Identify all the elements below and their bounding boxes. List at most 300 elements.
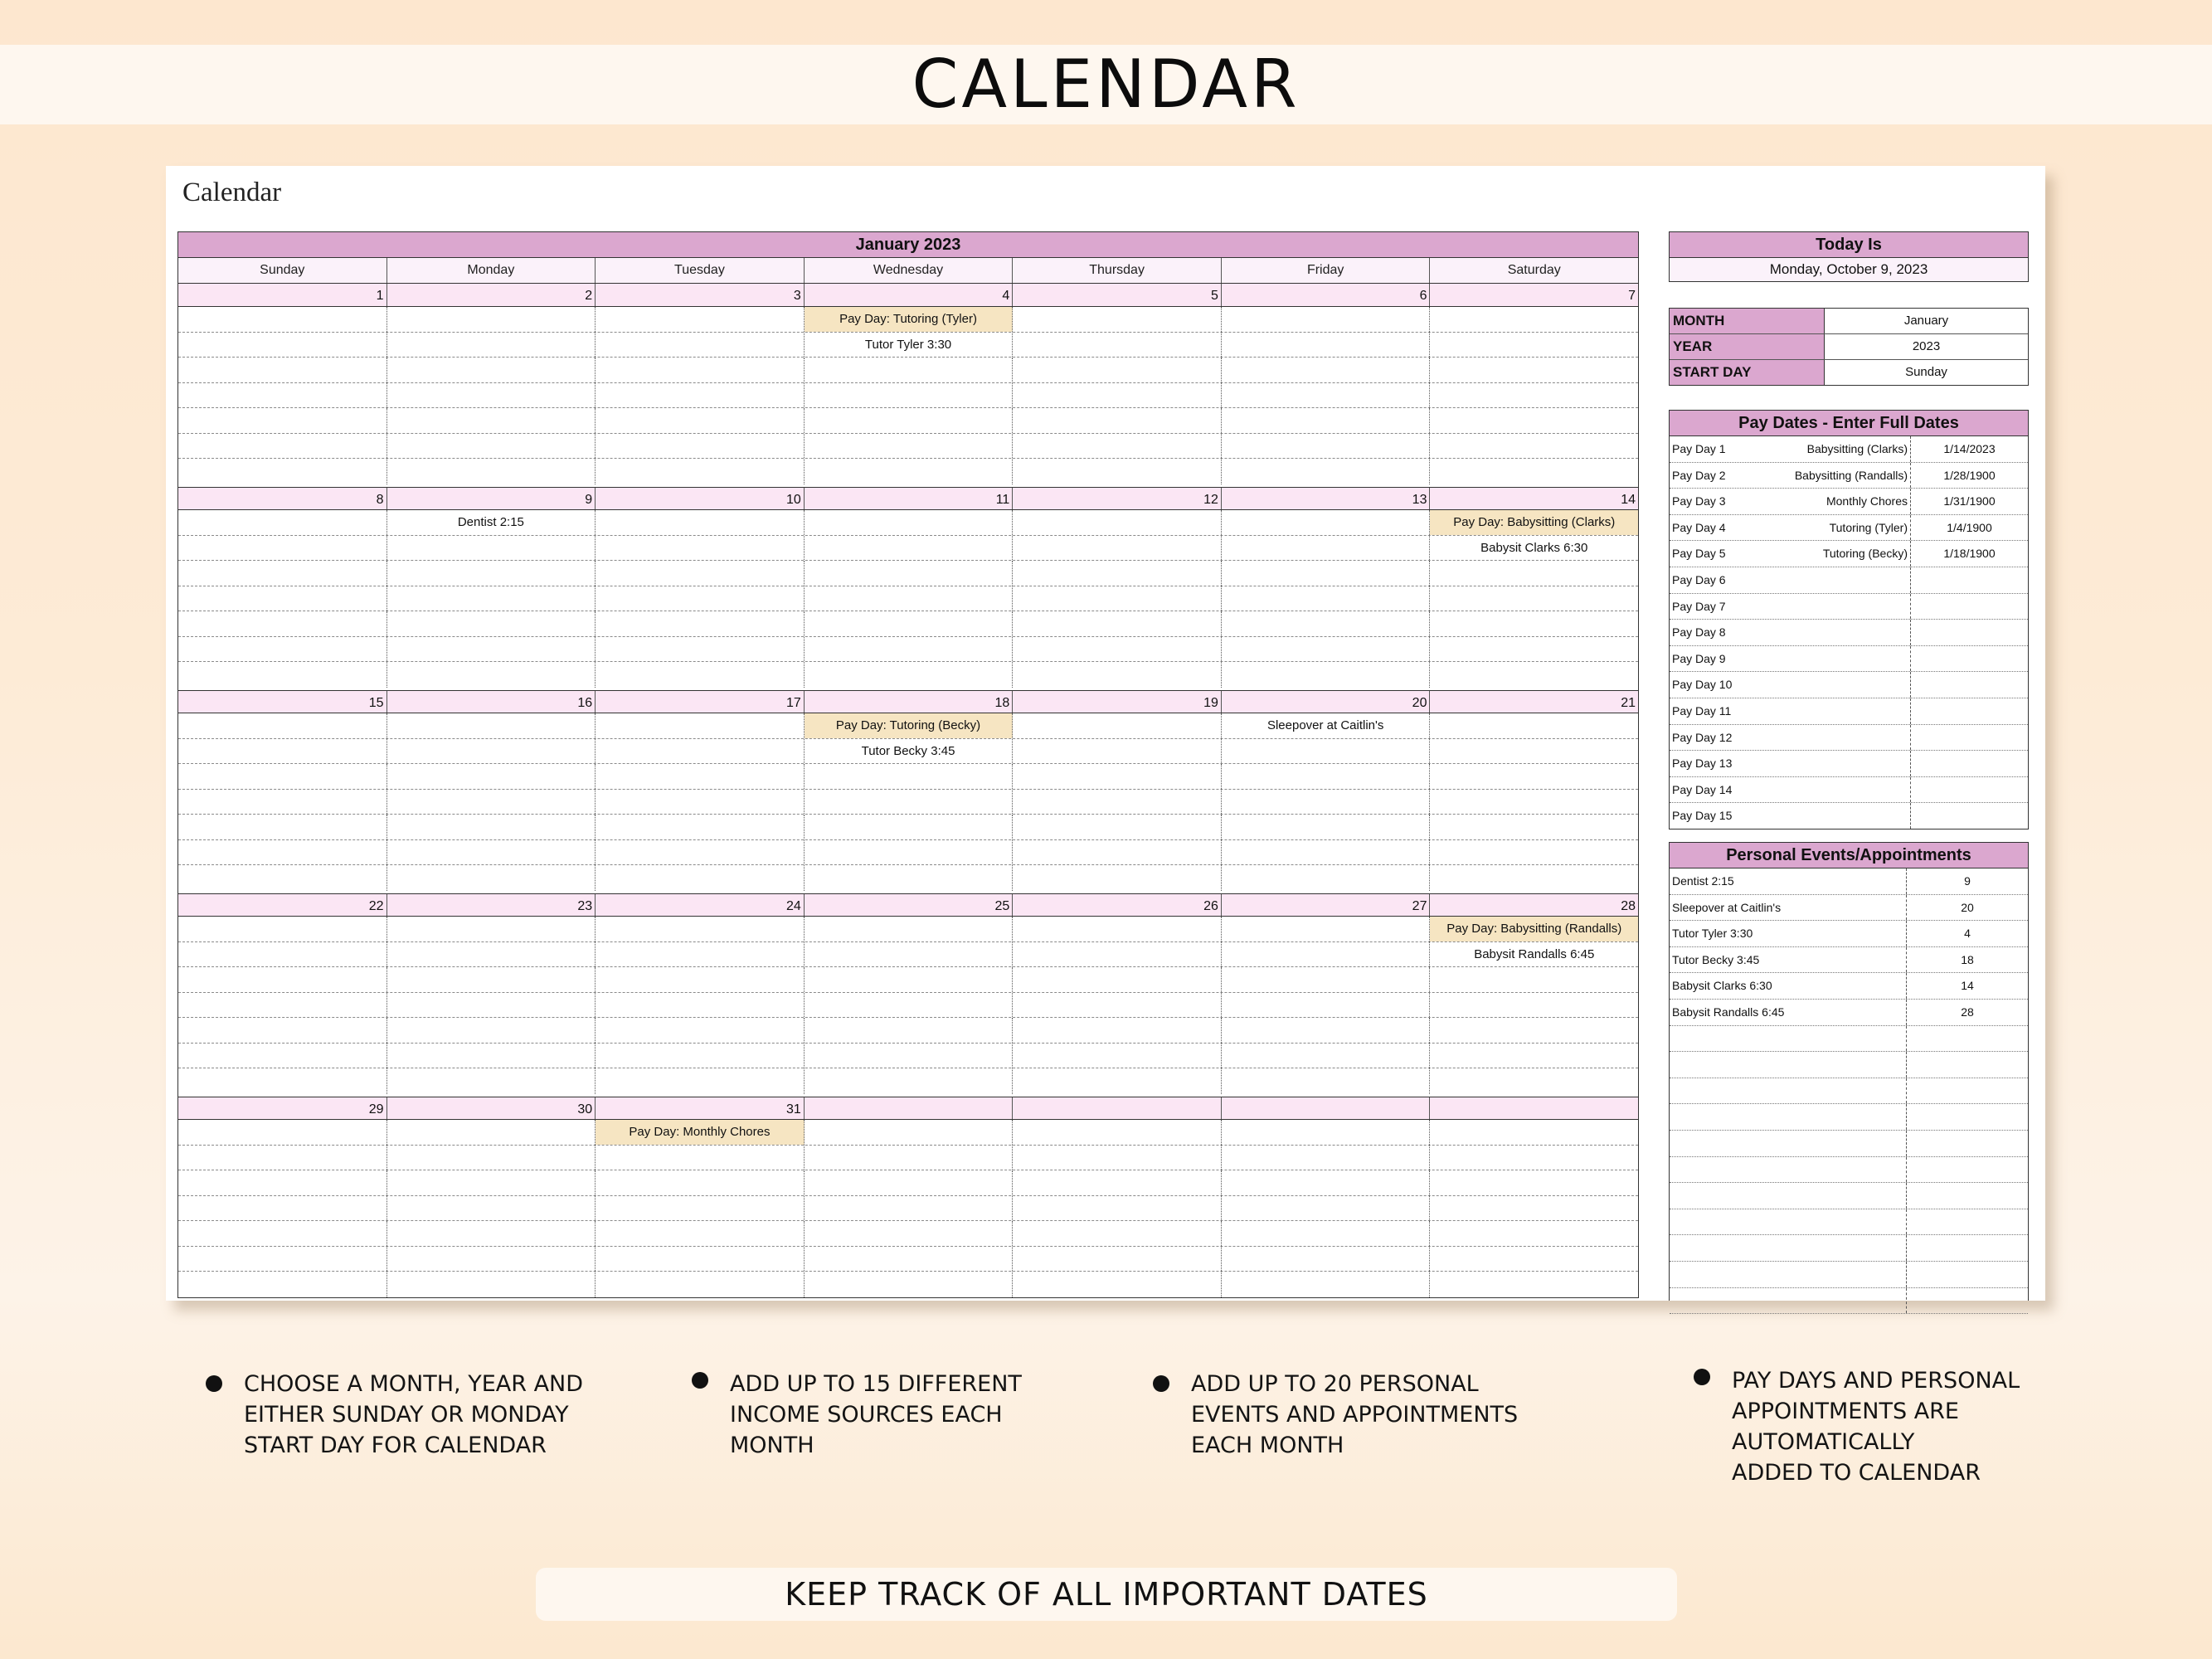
pay-day-date[interactable]: 1/28/1900 xyxy=(1943,468,1996,482)
event-cell[interactable] xyxy=(1013,510,1222,535)
event-cell[interactable] xyxy=(805,1272,1014,1297)
event-cell[interactable]: Pay Day: Babysitting (Randalls) xyxy=(1430,917,1638,941)
event-cell[interactable] xyxy=(1222,764,1431,789)
event-cell[interactable] xyxy=(1222,637,1431,662)
event-cell[interactable] xyxy=(1013,383,1222,408)
event-cell[interactable] xyxy=(1222,611,1431,636)
event-cell[interactable] xyxy=(1013,1272,1222,1297)
event-cell[interactable] xyxy=(387,993,596,1018)
personal-event-name[interactable]: Dentist 2:15 xyxy=(1670,868,1907,894)
event-cell[interactable] xyxy=(1013,611,1222,636)
personal-event-name[interactable]: Sleepover at Caitlin's xyxy=(1670,895,1907,921)
event-cell[interactable] xyxy=(596,917,805,941)
event-cell[interactable] xyxy=(387,840,596,865)
event-cell[interactable] xyxy=(178,637,387,662)
event-cell[interactable] xyxy=(1222,1221,1431,1246)
event-cell[interactable] xyxy=(387,1247,596,1272)
event-cell[interactable] xyxy=(1430,1272,1638,1297)
pay-day-source[interactable] xyxy=(1722,777,1911,803)
event-cell[interactable] xyxy=(1430,1221,1638,1246)
event-cell[interactable] xyxy=(387,942,596,967)
event-cell[interactable] xyxy=(1222,536,1431,561)
event-cell[interactable] xyxy=(1430,713,1638,738)
pay-day-source[interactable] xyxy=(1722,751,1911,776)
event-cell[interactable] xyxy=(596,942,805,967)
event-cell[interactable] xyxy=(805,1170,1014,1195)
event-cell[interactable] xyxy=(1013,1196,1222,1221)
event-cell[interactable] xyxy=(1430,1044,1638,1068)
event-cell[interactable] xyxy=(1222,1196,1431,1221)
event-cell[interactable] xyxy=(1013,739,1222,764)
pay-day-source[interactable] xyxy=(1722,725,1911,751)
event-cell[interactable] xyxy=(596,1196,805,1221)
event-cell[interactable] xyxy=(805,993,1014,1018)
event-cell[interactable] xyxy=(387,333,596,358)
personal-event-name[interactable] xyxy=(1670,1026,1907,1052)
pay-day-date[interactable]: 1/18/1900 xyxy=(1943,547,1996,561)
event-cell[interactable] xyxy=(1013,1044,1222,1068)
pay-day-date[interactable] xyxy=(1911,777,2028,803)
event-cell[interactable] xyxy=(1013,1018,1222,1043)
event-cell[interactable] xyxy=(596,739,805,764)
event-cell[interactable] xyxy=(178,1272,387,1297)
pay-day-source[interactable]: Tutoring (Becky) xyxy=(1722,541,1911,567)
event-cell[interactable] xyxy=(387,1146,596,1170)
event-cell[interactable] xyxy=(596,561,805,586)
event-cell[interactable] xyxy=(805,561,1014,586)
event-cell[interactable] xyxy=(1222,307,1431,332)
event-cell[interactable] xyxy=(387,815,596,839)
event-cell[interactable] xyxy=(1222,459,1431,484)
event-cell[interactable] xyxy=(1222,333,1431,358)
event-cell[interactable] xyxy=(178,333,387,358)
event-cell[interactable] xyxy=(805,942,1014,967)
event-cell[interactable] xyxy=(1222,942,1431,967)
event-cell[interactable] xyxy=(387,865,596,891)
event-cell[interactable] xyxy=(178,739,387,764)
event-cell[interactable] xyxy=(596,408,805,433)
event-cell[interactable] xyxy=(805,586,1014,611)
event-cell[interactable] xyxy=(1222,434,1431,459)
event-cell[interactable] xyxy=(1013,917,1222,941)
event-cell[interactable] xyxy=(178,1247,387,1272)
personal-event-day[interactable]: 18 xyxy=(1961,952,1974,966)
personal-event-name[interactable] xyxy=(1670,1104,1907,1130)
event-cell[interactable] xyxy=(178,408,387,433)
personal-event-day[interactable] xyxy=(1907,1131,2028,1156)
personal-event-name[interactable] xyxy=(1670,1183,1907,1209)
event-cell[interactable] xyxy=(1430,815,1638,839)
event-cell[interactable] xyxy=(596,333,805,358)
pay-day-source[interactable]: Monthly Chores xyxy=(1722,489,1911,514)
personal-event-name[interactable] xyxy=(1670,1209,1907,1235)
event-cell[interactable] xyxy=(1222,1170,1431,1195)
personal-event-day[interactable] xyxy=(1907,1157,2028,1183)
event-cell[interactable]: Pay Day: Tutoring (Tyler) xyxy=(805,307,1014,332)
event-cell[interactable] xyxy=(178,840,387,865)
pay-day-date[interactable] xyxy=(1911,751,2028,776)
event-cell[interactable] xyxy=(1013,865,1222,891)
event-cell[interactable] xyxy=(387,358,596,382)
event-cell[interactable] xyxy=(178,358,387,382)
event-cell[interactable] xyxy=(1013,408,1222,433)
pay-day-source[interactable] xyxy=(1722,567,1911,593)
event-cell[interactable] xyxy=(805,764,1014,789)
event-cell[interactable] xyxy=(387,383,596,408)
event-cell[interactable] xyxy=(596,1221,805,1246)
pay-day-source[interactable] xyxy=(1722,803,1911,829)
event-cell[interactable] xyxy=(387,713,596,738)
personal-event-name[interactable] xyxy=(1670,1262,1907,1287)
event-cell[interactable] xyxy=(1013,561,1222,586)
event-cell[interactable] xyxy=(1013,993,1222,1018)
event-cell[interactable]: Pay Day: Babysitting (Clarks) xyxy=(1430,510,1638,535)
event-cell[interactable] xyxy=(1013,637,1222,662)
event-cell[interactable] xyxy=(387,1120,596,1145)
event-cell[interactable] xyxy=(596,790,805,815)
pay-day-date[interactable]: 1/31/1900 xyxy=(1943,494,1996,508)
event-cell[interactable] xyxy=(1222,967,1431,992)
event-cell[interactable] xyxy=(596,1247,805,1272)
pay-day-date[interactable]: 1/14/2023 xyxy=(1943,442,1996,455)
event-cell[interactable] xyxy=(805,611,1014,636)
event-cell[interactable] xyxy=(596,358,805,382)
personal-event-day[interactable] xyxy=(1907,1183,2028,1209)
personal-event-day[interactable] xyxy=(1907,1026,2028,1052)
personal-event-name[interactable] xyxy=(1670,1157,1907,1183)
event-cell[interactable] xyxy=(387,434,596,459)
event-cell[interactable] xyxy=(1222,586,1431,611)
event-cell[interactable] xyxy=(387,1044,596,1068)
event-cell[interactable] xyxy=(1430,459,1638,484)
event-cell[interactable] xyxy=(1222,510,1431,535)
personal-event-name[interactable] xyxy=(1670,1078,1907,1104)
event-cell[interactable] xyxy=(387,1170,596,1195)
event-cell[interactable] xyxy=(1013,662,1222,688)
event-cell[interactable] xyxy=(178,1044,387,1068)
event-cell[interactable] xyxy=(1430,764,1638,789)
event-cell[interactable] xyxy=(178,459,387,484)
event-cell[interactable] xyxy=(178,307,387,332)
event-cell[interactable] xyxy=(805,434,1014,459)
event-cell[interactable] xyxy=(805,917,1014,941)
pay-day-date[interactable] xyxy=(1911,646,2028,672)
setting-value[interactable]: January xyxy=(1903,314,1949,328)
pay-day-date[interactable] xyxy=(1911,620,2028,645)
event-cell[interactable] xyxy=(805,1120,1014,1145)
event-cell[interactable] xyxy=(805,815,1014,839)
event-cell[interactable]: Dentist 2:15 xyxy=(387,510,596,535)
event-cell[interactable] xyxy=(596,840,805,865)
pay-day-source[interactable] xyxy=(1722,672,1911,698)
event-cell[interactable] xyxy=(596,586,805,611)
event-cell[interactable] xyxy=(387,917,596,941)
event-cell[interactable] xyxy=(178,967,387,992)
event-cell[interactable] xyxy=(1222,840,1431,865)
event-cell[interactable] xyxy=(596,967,805,992)
event-cell[interactable] xyxy=(596,815,805,839)
event-cell[interactable] xyxy=(387,611,596,636)
event-cell[interactable] xyxy=(178,1068,387,1094)
event-cell[interactable] xyxy=(1430,358,1638,382)
event-cell[interactable] xyxy=(596,1018,805,1043)
event-cell[interactable] xyxy=(178,1221,387,1246)
event-cell[interactable] xyxy=(596,1044,805,1068)
event-cell[interactable] xyxy=(596,459,805,484)
event-cell[interactable] xyxy=(178,611,387,636)
event-cell[interactable] xyxy=(1013,333,1222,358)
event-cell[interactable] xyxy=(1430,1170,1638,1195)
event-cell[interactable] xyxy=(387,561,596,586)
event-cell[interactable] xyxy=(387,408,596,433)
personal-event-day[interactable] xyxy=(1907,1262,2028,1287)
event-cell[interactable] xyxy=(1430,993,1638,1018)
event-cell[interactable] xyxy=(805,358,1014,382)
event-cell[interactable] xyxy=(1013,764,1222,789)
personal-event-name[interactable]: Babysit Randalls 6:45 xyxy=(1670,1000,1907,1025)
event-cell[interactable] xyxy=(1013,1221,1222,1246)
pay-day-date[interactable] xyxy=(1911,594,2028,620)
pay-day-date[interactable]: 1/4/1900 xyxy=(1947,520,1992,534)
personal-event-day[interactable]: 20 xyxy=(1961,900,1974,914)
pay-day-source[interactable]: Tutoring (Tyler) xyxy=(1722,515,1911,541)
event-cell[interactable] xyxy=(1222,561,1431,586)
event-cell[interactable] xyxy=(1222,1120,1431,1145)
event-cell[interactable]: Babysit Clarks 6:30 xyxy=(1480,540,1588,555)
event-cell[interactable] xyxy=(387,536,596,561)
pay-day-source[interactable]: Babysitting (Randalls) xyxy=(1722,463,1911,489)
event-cell[interactable] xyxy=(178,510,387,535)
event-cell[interactable] xyxy=(387,1272,596,1297)
event-cell[interactable] xyxy=(178,790,387,815)
personal-event-day[interactable]: 28 xyxy=(1961,1005,1974,1019)
event-cell[interactable] xyxy=(1222,739,1431,764)
event-cell[interactable]: Tutor Tyler 3:30 xyxy=(805,333,1014,358)
pay-day-date[interactable] xyxy=(1911,698,2028,724)
personal-event-name[interactable]: Tutor Tyler 3:30 xyxy=(1670,921,1907,946)
event-cell[interactable] xyxy=(1222,1272,1431,1297)
event-cell[interactable] xyxy=(387,586,596,611)
personal-event-day[interactable]: 9 xyxy=(1964,874,1971,888)
event-cell[interactable] xyxy=(178,434,387,459)
event-cell[interactable] xyxy=(596,510,805,535)
event-cell[interactable] xyxy=(178,865,387,891)
event-cell[interactable] xyxy=(1222,662,1431,688)
event-cell[interactable] xyxy=(387,307,596,332)
event-cell[interactable] xyxy=(596,713,805,738)
setting-value[interactable]: Sunday xyxy=(1905,365,1947,379)
event-cell[interactable] xyxy=(178,662,387,688)
event-cell[interactable] xyxy=(805,662,1014,688)
event-cell[interactable] xyxy=(805,840,1014,865)
personal-event-name[interactable] xyxy=(1670,1052,1907,1078)
event-cell[interactable] xyxy=(1430,1247,1638,1272)
event-cell[interactable] xyxy=(596,1146,805,1170)
event-cell[interactable] xyxy=(596,1272,805,1297)
event-cell[interactable] xyxy=(1013,1170,1222,1195)
event-cell[interactable] xyxy=(1013,1120,1222,1145)
event-cell[interactable] xyxy=(178,815,387,839)
personal-event-name[interactable]: Babysit Clarks 6:30 xyxy=(1670,973,1907,999)
event-cell[interactable] xyxy=(387,1196,596,1221)
event-cell[interactable] xyxy=(596,662,805,688)
event-cell[interactable] xyxy=(805,790,1014,815)
event-cell[interactable] xyxy=(178,713,387,738)
personal-event-name[interactable]: Tutor Becky 3:45 xyxy=(1670,947,1907,973)
event-cell[interactable] xyxy=(1430,790,1638,815)
event-cell[interactable] xyxy=(1013,815,1222,839)
event-cell[interactable] xyxy=(805,383,1014,408)
event-cell[interactable] xyxy=(1013,358,1222,382)
pay-day-source[interactable] xyxy=(1722,698,1911,724)
event-cell[interactable] xyxy=(1222,993,1431,1018)
event-cell[interactable] xyxy=(1013,790,1222,815)
personal-event-day[interactable]: 4 xyxy=(1964,927,1971,941)
event-cell[interactable] xyxy=(596,637,805,662)
event-cell[interactable] xyxy=(1430,383,1638,408)
event-cell[interactable] xyxy=(178,536,387,561)
event-cell[interactable] xyxy=(1013,942,1222,967)
event-cell[interactable] xyxy=(1013,536,1222,561)
pay-day-source[interactable] xyxy=(1722,646,1911,672)
event-cell[interactable] xyxy=(596,865,805,891)
event-cell[interactable] xyxy=(1222,790,1431,815)
event-cell[interactable] xyxy=(805,510,1014,535)
event-cell[interactable]: Babysit Randalls 6:45 xyxy=(1474,946,1595,961)
event-cell[interactable] xyxy=(596,1068,805,1094)
personal-event-name[interactable] xyxy=(1670,1288,1907,1314)
event-cell[interactable] xyxy=(1430,611,1638,636)
event-cell[interactable] xyxy=(178,942,387,967)
event-cell[interactable] xyxy=(178,383,387,408)
event-cell[interactable] xyxy=(1430,434,1638,459)
event-cell[interactable] xyxy=(178,1196,387,1221)
pay-day-source[interactable] xyxy=(1722,620,1911,645)
event-cell[interactable] xyxy=(1430,586,1638,611)
event-cell[interactable] xyxy=(1430,1018,1638,1043)
event-cell[interactable] xyxy=(1430,408,1638,433)
personal-event-day[interactable] xyxy=(1907,1288,2028,1314)
event-cell[interactable] xyxy=(178,561,387,586)
pay-day-source[interactable] xyxy=(1722,594,1911,620)
event-cell[interactable] xyxy=(1013,1247,1222,1272)
event-cell[interactable] xyxy=(387,739,596,764)
event-cell[interactable] xyxy=(1013,1068,1222,1094)
setting-value[interactable]: 2023 xyxy=(1912,339,1941,353)
event-cell[interactable] xyxy=(178,993,387,1018)
personal-event-day[interactable] xyxy=(1907,1052,2028,1078)
pay-day-date[interactable] xyxy=(1911,672,2028,698)
event-cell[interactable] xyxy=(805,1221,1014,1246)
event-cell[interactable] xyxy=(805,637,1014,662)
event-cell[interactable]: Sleepover at Caitlin's xyxy=(1222,713,1431,738)
pay-day-source[interactable]: Babysitting (Clarks) xyxy=(1722,436,1911,462)
event-cell[interactable] xyxy=(1430,1196,1638,1221)
event-cell[interactable] xyxy=(387,662,596,688)
event-cell[interactable] xyxy=(178,917,387,941)
event-cell[interactable] xyxy=(178,764,387,789)
personal-event-day[interactable] xyxy=(1907,1078,2028,1104)
event-cell[interactable] xyxy=(1430,840,1638,865)
event-cell[interactable] xyxy=(1222,865,1431,891)
event-cell[interactable] xyxy=(1013,459,1222,484)
event-cell[interactable] xyxy=(1222,358,1431,382)
event-cell[interactable] xyxy=(596,307,805,332)
event-cell[interactable] xyxy=(805,459,1014,484)
event-cell[interactable] xyxy=(1222,1044,1431,1068)
event-cell[interactable] xyxy=(1430,561,1638,586)
event-cell[interactable] xyxy=(596,1170,805,1195)
event-cell[interactable] xyxy=(1013,1146,1222,1170)
event-cell[interactable] xyxy=(178,1170,387,1195)
event-cell[interactable] xyxy=(1222,408,1431,433)
event-cell[interactable] xyxy=(387,1068,596,1094)
event-cell[interactable] xyxy=(805,1196,1014,1221)
event-cell[interactable]: Tutor Becky 3:45 xyxy=(805,739,1014,764)
event-cell[interactable] xyxy=(805,865,1014,891)
event-cell[interactable] xyxy=(1430,1068,1638,1094)
event-cell[interactable] xyxy=(1430,865,1638,891)
personal-event-name[interactable] xyxy=(1670,1131,1907,1156)
event-cell[interactable] xyxy=(805,1247,1014,1272)
event-cell[interactable] xyxy=(1430,333,1638,358)
event-cell[interactable] xyxy=(1013,967,1222,992)
event-cell[interactable]: Pay Day: Monthly Chores xyxy=(596,1120,805,1145)
event-cell[interactable] xyxy=(1222,383,1431,408)
pay-day-date[interactable] xyxy=(1911,725,2028,751)
event-cell[interactable] xyxy=(1430,967,1638,992)
event-cell[interactable] xyxy=(596,383,805,408)
event-cell[interactable] xyxy=(1430,1120,1638,1145)
pay-day-date[interactable] xyxy=(1911,803,2028,829)
event-cell[interactable] xyxy=(805,1068,1014,1094)
event-cell[interactable] xyxy=(1222,815,1431,839)
event-cell[interactable]: Pay Day: Tutoring (Becky) xyxy=(805,713,1014,738)
event-cell[interactable] xyxy=(805,536,1014,561)
personal-event-day[interactable] xyxy=(1907,1235,2028,1261)
event-cell[interactable] xyxy=(178,1018,387,1043)
event-cell[interactable] xyxy=(387,1221,596,1246)
event-cell[interactable] xyxy=(596,536,805,561)
event-cell[interactable] xyxy=(1013,713,1222,738)
personal-event-name[interactable] xyxy=(1670,1235,1907,1261)
event-cell[interactable] xyxy=(596,611,805,636)
event-cell[interactable] xyxy=(1013,307,1222,332)
event-cell[interactable] xyxy=(805,1044,1014,1068)
event-cell[interactable] xyxy=(596,764,805,789)
event-cell[interactable] xyxy=(387,764,596,789)
event-cell[interactable] xyxy=(1222,1247,1431,1272)
event-cell[interactable] xyxy=(1430,307,1638,332)
event-cell[interactable] xyxy=(178,586,387,611)
event-cell[interactable] xyxy=(1222,1146,1431,1170)
event-cell[interactable] xyxy=(387,1018,596,1043)
personal-event-day[interactable] xyxy=(1907,1104,2028,1130)
event-cell[interactable] xyxy=(387,790,596,815)
event-cell[interactable] xyxy=(805,967,1014,992)
event-cell[interactable] xyxy=(1222,1068,1431,1094)
event-cell[interactable] xyxy=(596,434,805,459)
event-cell[interactable] xyxy=(1430,739,1638,764)
event-cell[interactable] xyxy=(1430,637,1638,662)
event-cell[interactable] xyxy=(178,1120,387,1145)
event-cell[interactable] xyxy=(805,408,1014,433)
event-cell[interactable] xyxy=(387,459,596,484)
event-cell[interactable] xyxy=(1222,917,1431,941)
event-cell[interactable] xyxy=(1222,1018,1431,1043)
event-cell[interactable] xyxy=(1430,662,1638,688)
personal-event-day[interactable]: 14 xyxy=(1961,979,1974,993)
